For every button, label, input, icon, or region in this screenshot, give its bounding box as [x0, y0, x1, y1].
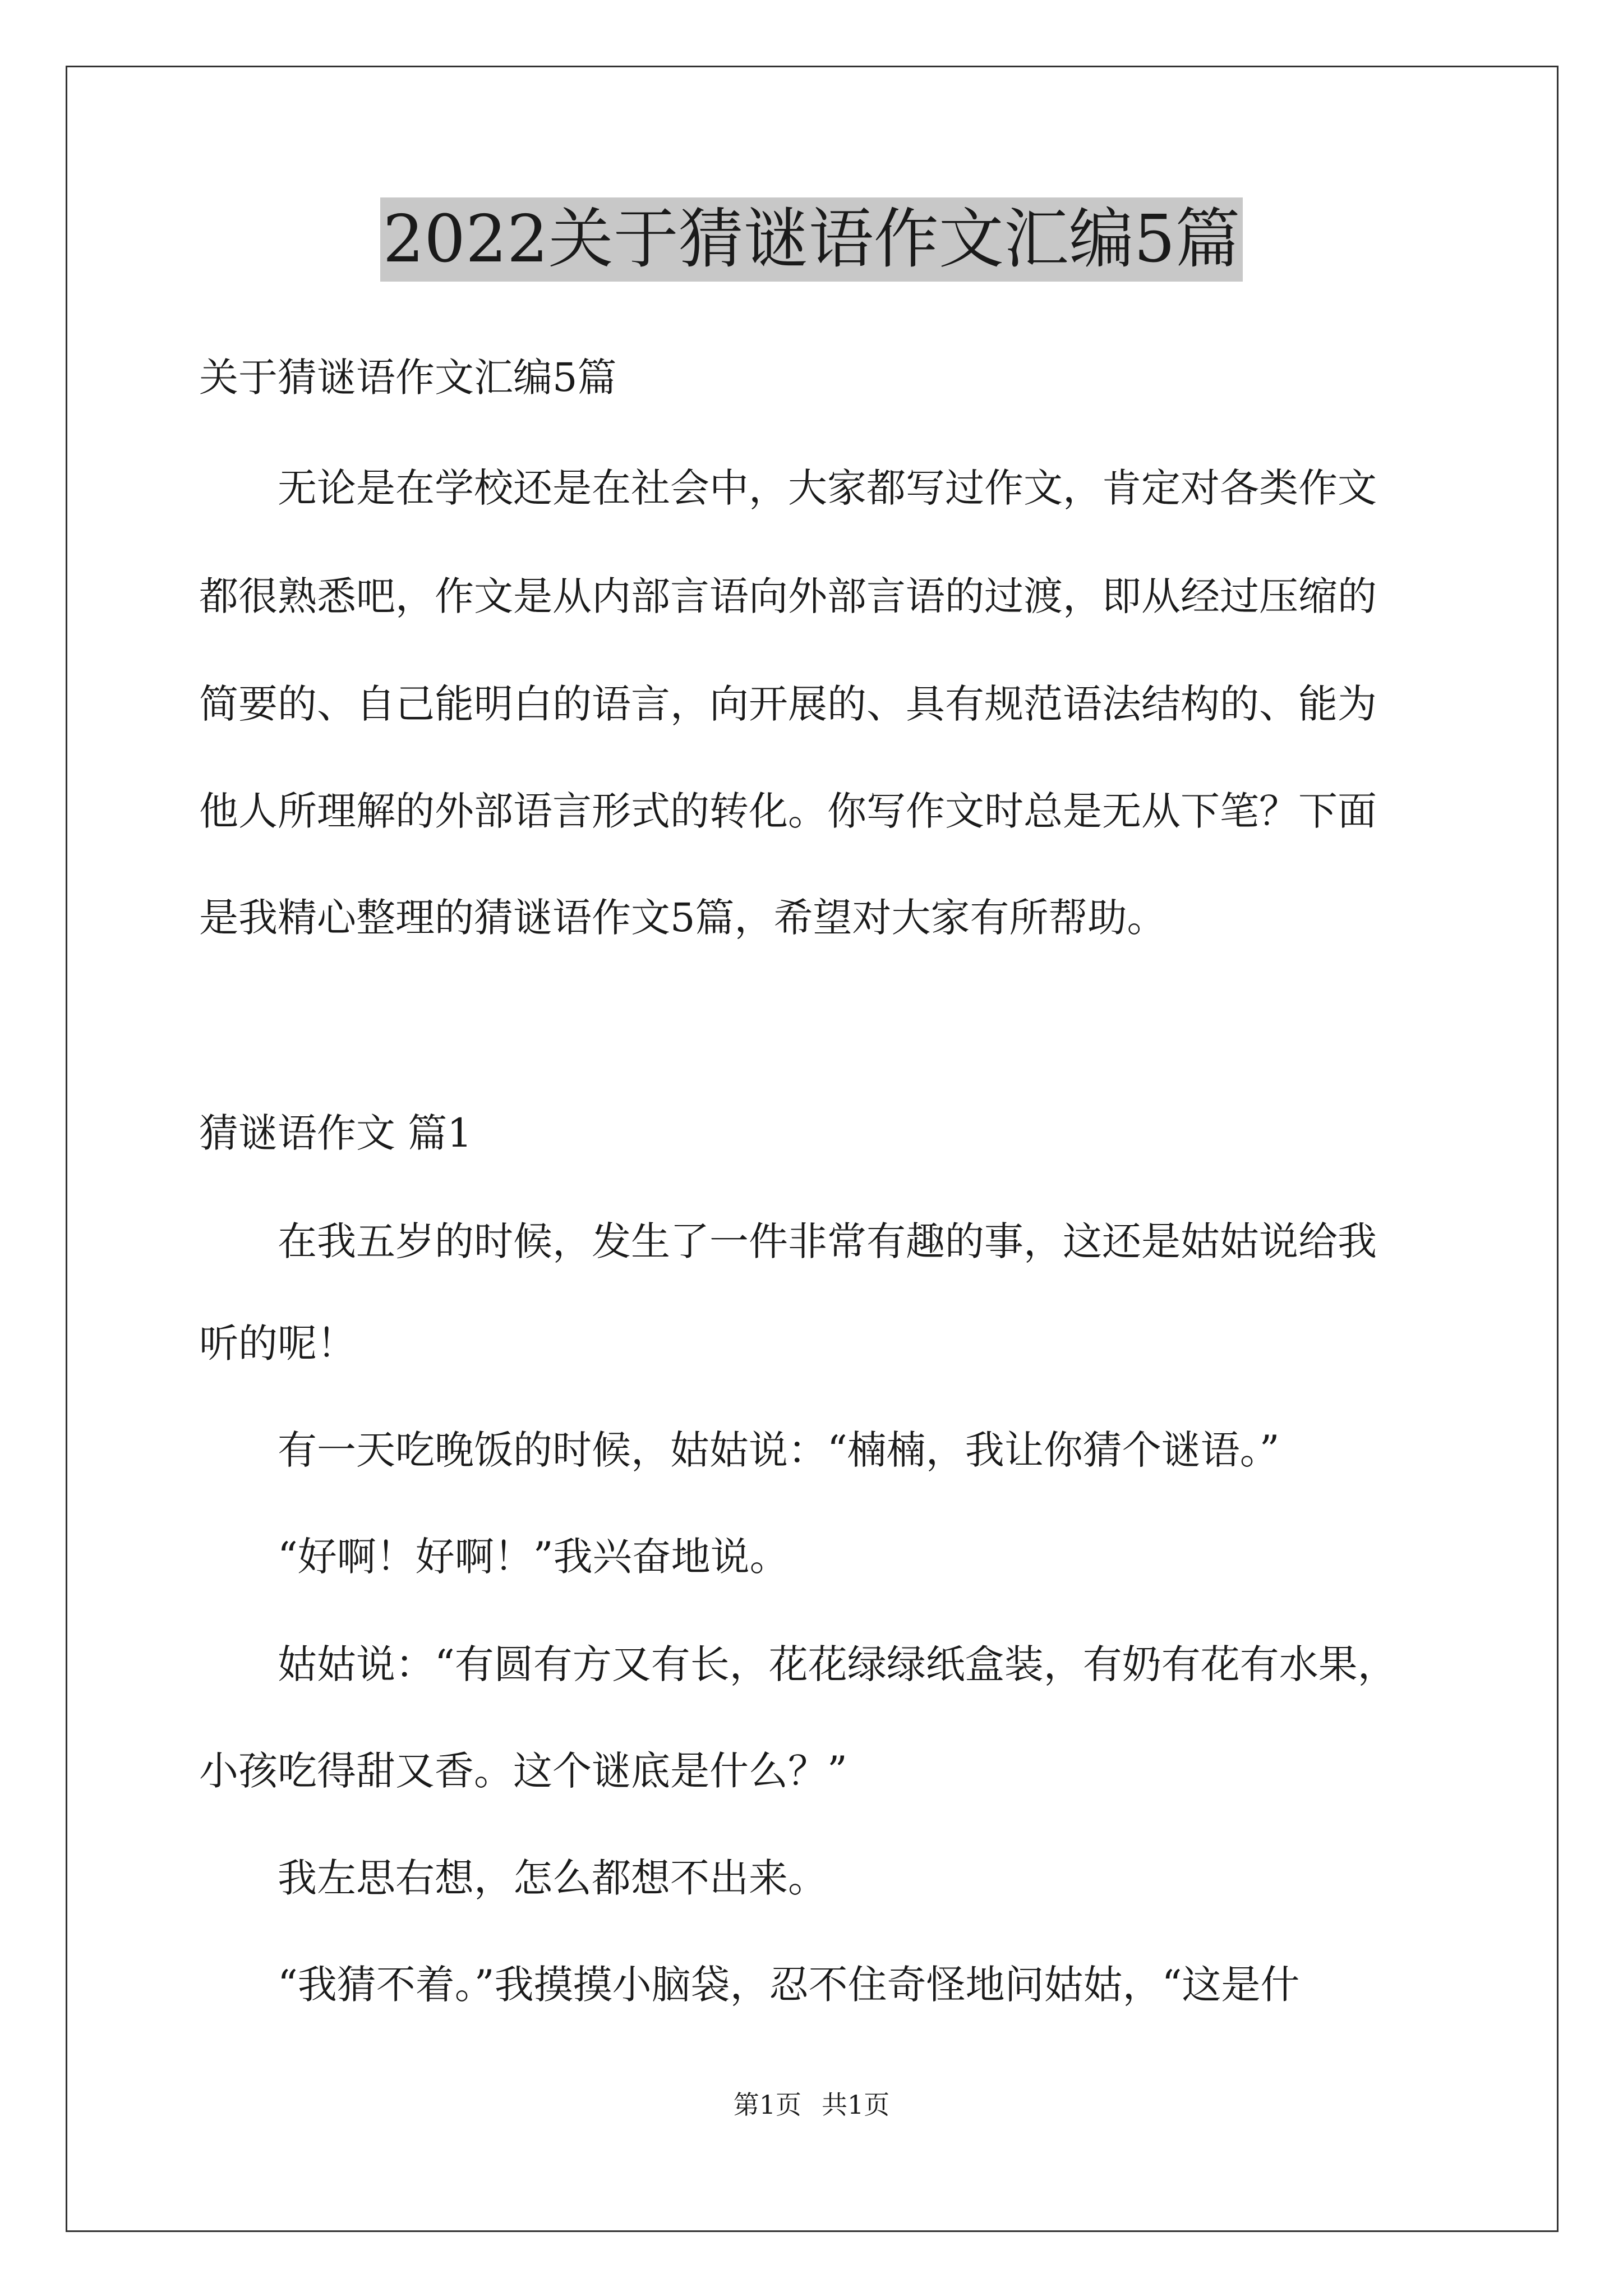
paragraph-line: 小孩吃得甜又香。这个谜底是什么？”: [199, 1748, 847, 1794]
paragraph-line: 简要的、自己能明白的语言，向开展的、具有规范语法结构的、能为: [199, 681, 1377, 727]
paragraph-line: 在我五岁的时候，发生了一件非常有趣的事，这还是姑姑说给我: [199, 1218, 1377, 1264]
section-heading: 猜谜语作文 篇1: [199, 1110, 472, 1156]
paragraph-line: 是我精心整理的猜谜语作文5篇，希望对大家有所帮助。: [199, 895, 1166, 941]
paragraph-line: 都很熟悉吧，作文是从内部言语向外部言语的过渡，即从经过压缩的: [199, 573, 1377, 619]
paragraph-line: 我左思右想，怎么都想不出来。: [199, 1855, 827, 1901]
paragraph-line: “好啊！好啊！”我兴奋地说。: [199, 1534, 789, 1580]
page-total: 共1页: [822, 2090, 890, 2120]
page-footer: [0, 2088, 1623, 2122]
paragraph-line: “我猜不着。”我摸摸小脑袋，忍不住奇怪地问姑姑，“这是什: [199, 1962, 1300, 2008]
title-wrap: [0, 197, 1623, 282]
paragraph-line: 他人所理解的外部语言形式的转化。你写作文时总是无从下笔？下面: [199, 788, 1377, 834]
paragraph-line: 无论是在学校还是在社会中，大家都写过作文，肯定对各类作文: [199, 465, 1377, 511]
page-number: 第1页: [733, 2090, 801, 2120]
paragraph-line: 听的呢！: [199, 1320, 356, 1366]
subtitle-line: 关于猜谜语作文汇编5篇: [199, 355, 617, 401]
document-title: 2022关于猜谜语作文汇编5篇: [380, 197, 1242, 282]
paragraph-line: 有一天吃晚饭的时候，姑姑说：“楠楠，我让你猜个谜语。”: [199, 1427, 1280, 1473]
paragraph-line: 姑姑说：“有圆有方又有长，花花绿绿纸盒装，有奶有花有水果，: [199, 1641, 1397, 1687]
